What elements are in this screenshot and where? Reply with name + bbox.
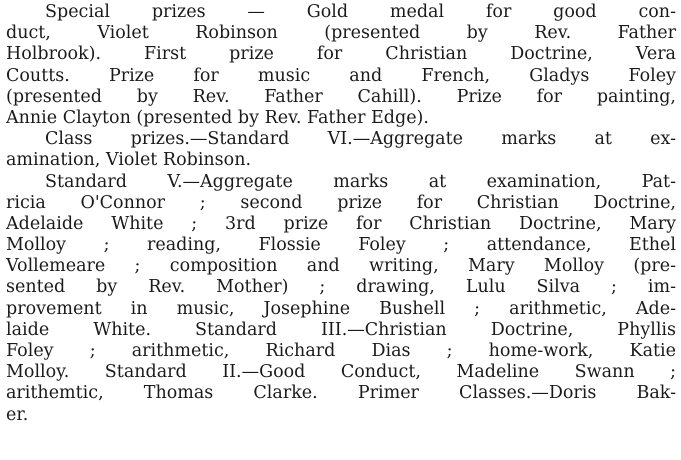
- text-line: Standard V.—Aggregate marks at examination, Pat-: [45, 171, 676, 192]
- text-line: Molloy. Standard II.—Good Conduct, Madeline Swann ;: [6, 362, 676, 383]
- text-line: ricia O'Connor ; second prize for Christian Doctrine,: [6, 192, 676, 213]
- text-line: Adelaide White ; 3rd prize for Christian Doctrine, Mary: [6, 213, 676, 234]
- text-line: sented by Rev. Mother) ; drawing, Lulu Silva ; im-: [6, 277, 676, 298]
- text-line: duct, Violet Robinson (presented by Rev. Father: [6, 23, 676, 44]
- text-line: provement in music, Josephine Bushell ; arithmetic, Ade-: [6, 298, 676, 319]
- text-line: Coutts. Prize for music and French, Gladys Foley: [6, 65, 676, 86]
- text-line: Holbrook). First prize for Christian Doctrine, Vera: [6, 44, 676, 65]
- text-line: Annie Clayton (presented by Rev. Father Edge).: [6, 107, 429, 128]
- text-line: amination, Violet Robinson.: [6, 150, 252, 171]
- newspaper-article: [6, 2, 676, 426]
- text-line: arithemtic, Thomas Clarke. Primer Classes.—Doris Bak-: [6, 383, 676, 404]
- text-line: Class prizes.—Standard VI.—Aggregate marks at ex-: [45, 129, 676, 150]
- text-line: Special prizes — Gold medal for good con-: [45, 2, 676, 22]
- text-line: Vollemeare ; composition and writing, Mary Molloy (pre-: [6, 256, 676, 277]
- text-line: Molloy ; reading, Flossie Foley ; attendance, Ethel: [6, 235, 676, 256]
- text-line: Foley ; arithmetic, Richard Dias ; home-work, Katie: [6, 341, 676, 361]
- text-line: (presented by Rev. Father Cahill). Prize for painting,: [6, 86, 676, 107]
- text-line: er.: [6, 404, 29, 425]
- text-line: laide White. Standard III.—Christian Doctrine, Phyllis: [6, 319, 676, 340]
